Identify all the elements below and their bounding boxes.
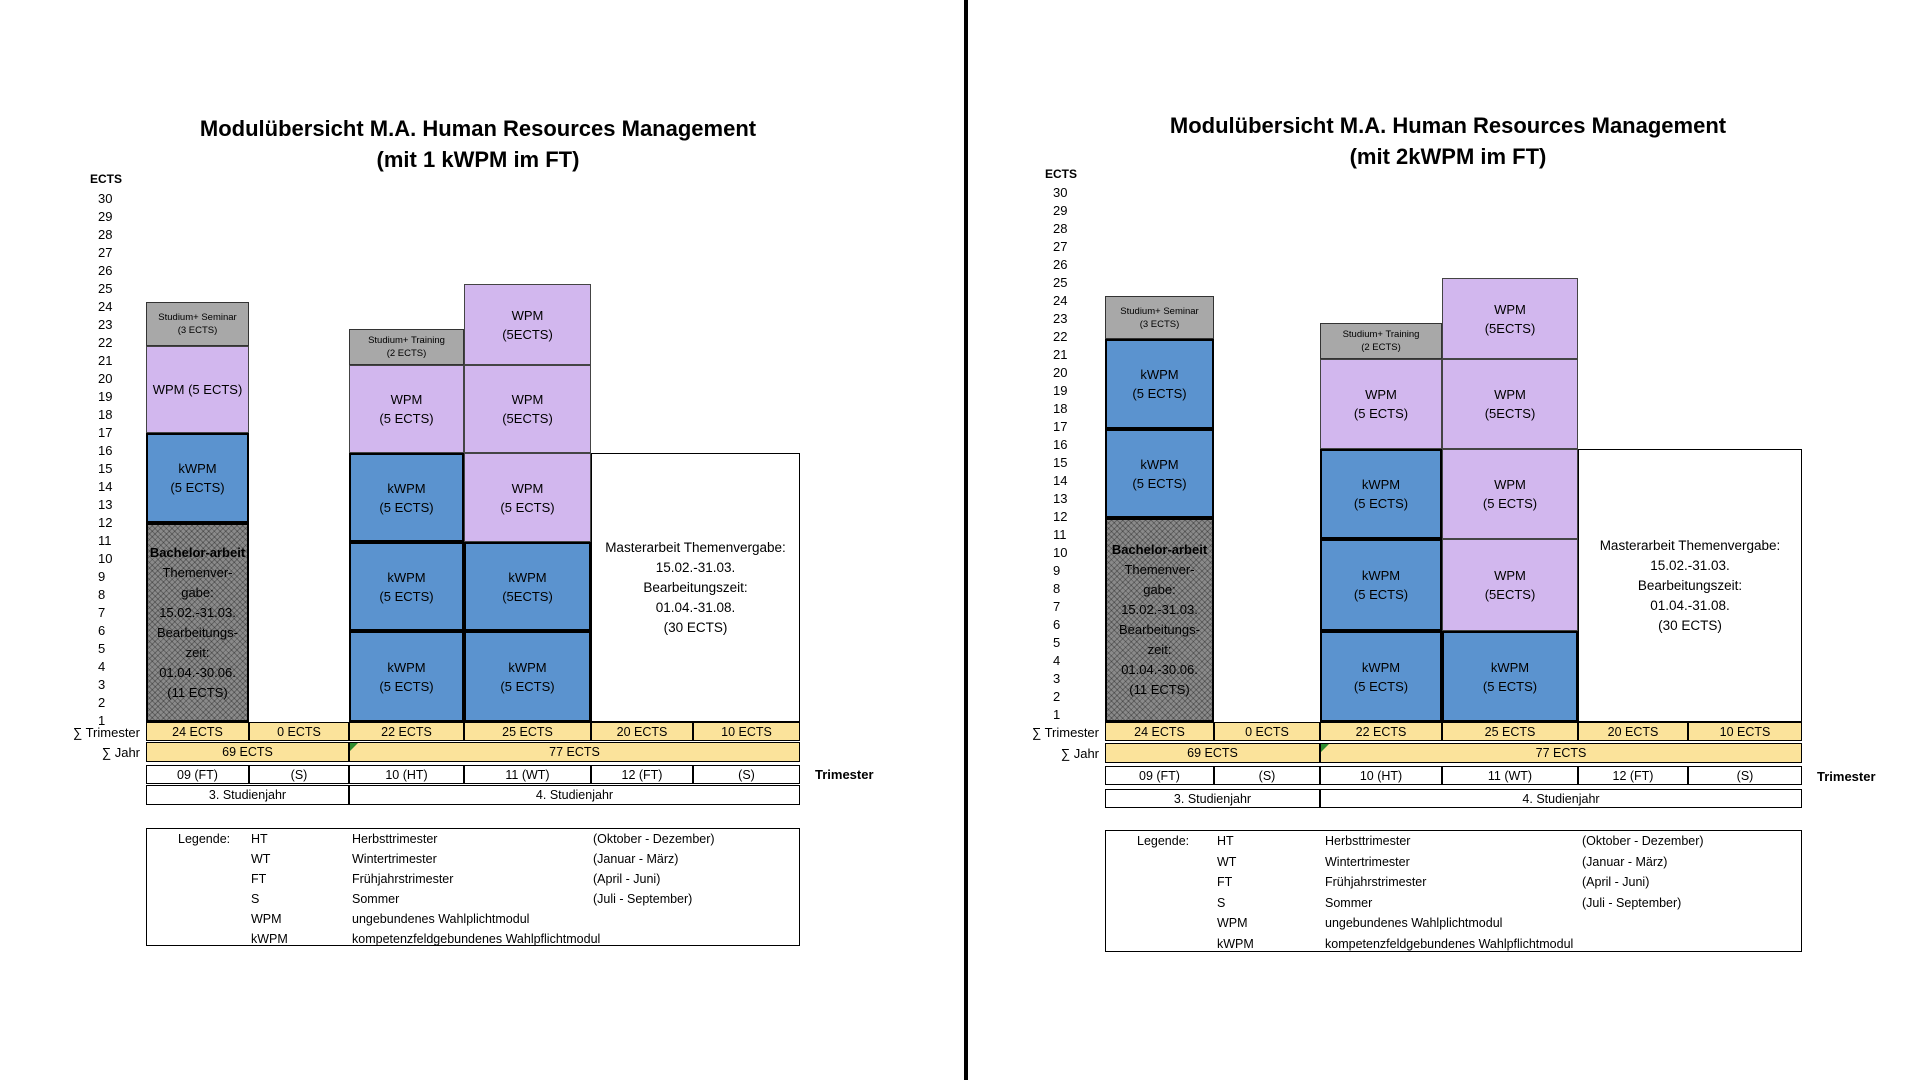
module-text-line: kWPM <box>1361 568 1401 583</box>
wpm-module-block <box>464 284 591 365</box>
legend-desc: Herbsttrimester <box>1325 834 1411 848</box>
module-text-line: kWPM <box>387 569 426 585</box>
module-text-line: 01.04.-31.08. <box>655 599 736 615</box>
ects-tick-label: 1 <box>98 713 106 728</box>
ects-tick-label: 13 <box>98 497 113 512</box>
trimester-ects-cell: 24 ECTS <box>1105 722 1214 741</box>
module-text-line: kWPM <box>508 569 547 585</box>
trimester-side-label: Trimester <box>1817 769 1876 784</box>
legend-desc: Sommer <box>352 892 400 906</box>
wpm-module-block <box>1320 359 1442 449</box>
module-text-line: 15.02.-31.03. <box>159 604 236 620</box>
module-text-line: kWPM <box>1140 367 1179 382</box>
cell-comment-marker <box>350 743 358 751</box>
ects-tick-label: 5 <box>1053 635 1061 650</box>
module-text-line: (30 ECTS) <box>1658 617 1722 633</box>
module-text-line: (5ECTS) <box>502 588 553 604</box>
ects-tick-label: 18 <box>98 407 113 422</box>
module-text-line: WPM <box>1494 477 1526 492</box>
module-text-line: kWPM <box>1140 456 1179 472</box>
kwpm-module-block <box>349 453 464 542</box>
module-text-line: WPM (5 ECTS) <box>152 382 243 397</box>
module-text-line: Studium+ Training <box>1342 329 1420 340</box>
module-text-line: (5 ECTS) <box>1132 386 1187 401</box>
module-text-line: (5 ECTS) <box>1132 475 1187 491</box>
legend-abbr: HT <box>251 832 268 846</box>
module-text-line: (5ECTS) <box>502 326 553 342</box>
module-overview-panel-1kwpm <box>0 0 956 1080</box>
ects-tick-label: 30 <box>1053 185 1068 200</box>
ects-tick-label: 15 <box>1053 455 1068 470</box>
legend-abbr: WPM <box>1217 916 1248 930</box>
trimester-name-cell: 09 (FT) <box>146 765 249 784</box>
ects-tick-label: 30 <box>98 191 113 206</box>
legend-period: (Juli - September) <box>1582 895 1682 910</box>
ects-tick-label: 9 <box>98 569 106 584</box>
kwpm-module-block <box>146 433 249 523</box>
ects-tick-label: 7 <box>1053 599 1061 614</box>
trimester-name-cell: (S) <box>693 765 800 784</box>
module-text-line: kWPM <box>387 480 426 496</box>
ects-tick-label: 14 <box>1053 473 1068 488</box>
module-text-line: WPM <box>1494 387 1526 402</box>
ects-tick-label: 27 <box>98 245 113 260</box>
trimester-ects-cell: 25 ECTS <box>1442 722 1578 741</box>
module-text-line: (5ECTS) <box>1484 406 1536 421</box>
trimester-name-cell: 12 (FT) <box>591 765 693 784</box>
module-text-line: WPM <box>1365 387 1397 402</box>
kwpm-module-block <box>1320 631 1442 722</box>
center-divider <box>964 0 968 1080</box>
kwpm-module-block <box>349 542 464 631</box>
trimester-name-cell: 11 (WT) <box>1442 766 1578 785</box>
kwpm-module-block <box>464 631 591 722</box>
ects-tick-label: 11 <box>98 533 112 548</box>
module-text-line: WPM <box>511 307 544 323</box>
module-text-line: kWPM <box>1490 659 1530 675</box>
ects-tick-label: 1 <box>1053 707 1061 722</box>
sum-trimester-label: ∑ Trimester <box>1031 725 1099 740</box>
ects-tick-label: 29 <box>98 209 113 224</box>
title-line: Modulübersicht M.A. Human Resources Management <box>1169 113 1727 138</box>
module-text-line: (5 ECTS) <box>379 411 434 426</box>
trimester-name-cell: (S) <box>249 765 349 784</box>
legend-abbr: FT <box>251 872 267 886</box>
module-text-line: Studium+ Seminar <box>158 312 237 323</box>
module-text-line: kWPM <box>1361 659 1401 675</box>
module-text-line: kWPM <box>178 461 217 476</box>
legend-period: (Januar - März) <box>593 852 679 866</box>
legend-desc: ungebundenes Wahlplichtmodul <box>1325 916 1503 930</box>
module-text-line: (5 ECTS) <box>170 480 225 495</box>
bachelor-module-block <box>1105 518 1214 722</box>
module-text-line: gabe: <box>1143 582 1176 597</box>
legend-title: Legende: <box>178 832 231 846</box>
module-text-line: kWPM <box>387 659 426 675</box>
trimester-ects-cell: 20 ECTS <box>591 722 693 741</box>
module-text-line: Bearbeitungszeit: <box>1637 577 1743 593</box>
ects-tick-label: 20 <box>98 371 113 386</box>
cell-comment-marker <box>1321 744 1329 752</box>
studienjahr-cell: 4. Studienjahr <box>349 785 800 805</box>
ects-tick-label: 19 <box>98 389 113 404</box>
master-module-block <box>1578 449 1802 722</box>
module-text-line: (3 ECTS) <box>1139 318 1180 330</box>
ects-tick-label: 17 <box>98 425 113 440</box>
wpm-module-block <box>464 365 591 453</box>
ects-tick-label: 11 <box>1053 527 1067 542</box>
legend-period: (Januar - März) <box>1582 854 1668 869</box>
legend-abbr: S <box>251 892 260 906</box>
module-text-line: zeit: <box>1147 642 1172 657</box>
module-text-line: Bachelor-arbeit <box>1111 542 1208 557</box>
legend-period: (Oktober - Dezember) <box>593 832 715 846</box>
module-text-line: (5 ECTS) <box>1482 678 1538 694</box>
bachelor-module-block <box>146 523 249 722</box>
trimester-ects-cell: 25 ECTS <box>464 722 591 741</box>
ects-tick-label: 29 <box>1053 203 1068 218</box>
jahr-ects-cell: 77 ECTS <box>1320 743 1802 763</box>
ects-tick-label: 3 <box>1053 671 1061 686</box>
ects-tick-label: 16 <box>1053 437 1068 452</box>
module-text-line: (5 ECTS) <box>1353 587 1409 602</box>
ects-tick-label: 15 <box>98 461 113 476</box>
ects-tick-label: 10 <box>1053 545 1068 560</box>
ects-tick-label: 9 <box>1053 563 1061 578</box>
ects-tick-label: 12 <box>1053 509 1068 524</box>
jahr-ects-cell: 77 ECTS <box>349 742 800 762</box>
trimester-side-label: Trimester <box>815 767 874 782</box>
studienjahr-cell: 4. Studienjahr <box>1320 789 1802 808</box>
module-text-line: 15.02.-31.03. <box>655 559 736 575</box>
wpm-module-block <box>1442 278 1578 359</box>
trimester-ects-cell: 22 ECTS <box>1320 722 1442 741</box>
module-text-line: (5ECTS) <box>1484 587 1536 602</box>
legend-abbr: kWPM <box>251 932 288 946</box>
ects-tick-label: 8 <box>1053 581 1061 596</box>
studienjahr-cell: 3. Studienjahr <box>1105 789 1320 808</box>
legend-desc: Frühjahrstrimester <box>352 872 454 886</box>
module-text-line: 15.02.-31.03. <box>1121 602 1198 617</box>
ects-tick-label: 25 <box>98 281 113 296</box>
module-text-line: Masterarbeit Themenvergabe: <box>605 539 786 555</box>
ects-tick-label: 4 <box>1053 653 1061 668</box>
legend-desc: kompetenzfeldgebundenes Wahlpflichtmodul <box>1325 936 1574 951</box>
module-text-line: kWPM <box>1361 477 1401 492</box>
trimester-name-cell: 11 (WT) <box>464 765 591 784</box>
sum-trimester-label: ∑ Trimester <box>72 725 140 740</box>
studium-module-block <box>1320 323 1442 359</box>
trimester-name-cell: (S) <box>1688 766 1802 785</box>
legend-abbr: kWPM <box>1217 936 1254 951</box>
module-text-line: (2 ECTS) <box>386 348 427 359</box>
module-text-line: (5 ECTS) <box>379 588 434 604</box>
ects-tick-label: 8 <box>98 587 106 602</box>
ects-tick-label: 23 <box>1053 311 1068 326</box>
module-text-line: WPM <box>1494 568 1526 583</box>
trimester-name-cell: 09 (FT) <box>1105 766 1214 785</box>
wpm-module-block <box>464 453 591 542</box>
ects-tick-label: 26 <box>98 263 113 278</box>
module-text-line: (11 ECTS) <box>167 684 228 700</box>
module-text-line: (5 ECTS) <box>379 678 434 694</box>
trimester-name-cell: (S) <box>1214 766 1320 785</box>
module-text-line: (5 ECTS) <box>500 499 555 515</box>
module-overview-panel-2kwpm <box>970 0 1920 1080</box>
module-text-line: gabe: <box>181 584 214 600</box>
module-text-line: (3 ECTS) <box>177 325 218 336</box>
kwpm-module-block <box>464 542 591 631</box>
wpm-module-block <box>1442 539 1578 631</box>
trimester-ects-cell: 22 ECTS <box>349 722 464 741</box>
module-text-line: Themenver- <box>1124 562 1195 577</box>
module-text-line: Bearbeitungs- <box>1119 622 1200 637</box>
trimester-ects-cell: 10 ECTS <box>693 722 800 741</box>
wpm-module-block <box>1442 359 1578 449</box>
kwpm-module-block <box>1105 339 1214 429</box>
ects-tick-label: 16 <box>98 443 113 458</box>
ects-tick-label: 22 <box>1053 329 1068 344</box>
trimester-name-cell: 10 (HT) <box>1320 766 1442 785</box>
legend-desc: ungebundenes Wahlplichtmodul <box>352 912 530 926</box>
title-line: Modulübersicht M.A. Human Resources Management <box>199 116 757 141</box>
wpm-module-block <box>1442 449 1578 539</box>
ects-tick-label: 19 <box>1053 383 1068 398</box>
master-module-block <box>591 453 800 722</box>
legend-desc: Frühjahrstrimester <box>1325 875 1427 889</box>
legend-period: (Oktober - Dezember) <box>1582 834 1704 848</box>
trimester-ects-cell: 0 ECTS <box>249 722 349 741</box>
module-text-line: (5 ECTS) <box>1353 496 1409 511</box>
ects-tick-label: 3 <box>98 677 106 692</box>
studienjahr-cell: 3. Studienjahr <box>146 785 349 805</box>
module-text-line: Studium+ Seminar <box>1120 305 1199 317</box>
ects-tick-label: 21 <box>1053 347 1068 362</box>
module-text-line: WPM <box>390 392 423 407</box>
title-line: (mit 2kWPM im FT) <box>1349 144 1547 169</box>
legend-abbr: S <box>1217 895 1226 910</box>
legend-desc: Herbsttrimester <box>352 832 438 846</box>
jahr-ects-cell: 69 ECTS <box>146 742 349 762</box>
module-text-line: (5 ECTS) <box>379 499 434 515</box>
trimester-ects-cell: 24 ECTS <box>146 722 249 741</box>
legend-desc: kompetenzfeldgebundenes Wahlpflichtmodul <box>352 932 601 946</box>
module-text-line: kWPM <box>508 659 547 675</box>
ects-tick-label: 2 <box>1053 689 1061 704</box>
ects-tick-label: 10 <box>98 551 113 566</box>
kwpm-module-block <box>1320 539 1442 631</box>
ects-tick-label: 24 <box>98 299 113 314</box>
legend-abbr: WPM <box>251 912 282 926</box>
trimester-ects-cell: 0 ECTS <box>1214 722 1320 741</box>
studium-module-block <box>146 302 249 346</box>
module-text-line: Masterarbeit Themenvergabe: <box>1599 537 1781 553</box>
module-text-line: Bachelor-arbeit <box>149 544 246 560</box>
module-text-line: (5 ECTS) <box>1353 678 1409 694</box>
module-text-line: WPM <box>1494 301 1526 317</box>
ects-tick-label: 6 <box>98 623 106 638</box>
ects-tick-label: 21 <box>98 353 113 368</box>
module-text-line: (5 ECTS) <box>1482 496 1538 511</box>
kwpm-module-block <box>1105 429 1214 518</box>
ects-tick-label: 26 <box>1053 257 1068 272</box>
ects-tick-label: 27 <box>1053 239 1068 254</box>
ects-tick-label: 23 <box>98 317 113 332</box>
module-text-line: 01.04.-31.08. <box>1650 597 1730 613</box>
legend-period: (April - Juni) <box>593 872 661 886</box>
sum-jahr-label: ∑ Jahr <box>1060 746 1099 761</box>
ects-tick-label: 5 <box>98 641 106 656</box>
chart-title <box>0 113 956 175</box>
ects-tick-label: 4 <box>98 659 106 674</box>
kwpm-module-block <box>1320 449 1442 539</box>
module-text-line: WPM <box>511 392 544 407</box>
legend-abbr: WT <box>1217 854 1237 869</box>
ects-axis-label: ECTS <box>1045 167 1078 181</box>
module-text-line: (5ECTS) <box>1484 320 1536 336</box>
kwpm-module-block <box>349 631 464 722</box>
title-line: (mit 1 kWPM im FT) <box>376 147 580 172</box>
chart-title <box>970 110 1920 172</box>
trimester-ects-cell: 10 ECTS <box>1688 722 1802 741</box>
legend-period: (Juli - September) <box>593 892 693 906</box>
ects-tick-label: 25 <box>1053 275 1068 290</box>
ects-tick-label: 28 <box>98 227 113 242</box>
module-text-line: 15.02.-31.03. <box>1650 557 1730 573</box>
ects-tick-label: 20 <box>1053 365 1068 380</box>
legend-desc: Sommer <box>1325 895 1373 910</box>
module-text-line: (5ECTS) <box>502 411 553 426</box>
ects-axis-label: ECTS <box>90 172 123 186</box>
studium-module-block <box>349 329 464 365</box>
module-text-line: 01.04.-30.06. <box>1121 662 1198 677</box>
module-text-line: Bearbeitungs- <box>157 624 238 640</box>
module-text-line: Themenver- <box>162 564 233 580</box>
legend-abbr: FT <box>1217 875 1233 889</box>
ects-tick-label: 28 <box>1053 221 1068 236</box>
wpm-module-block <box>349 365 464 453</box>
module-text-line: (5 ECTS) <box>1353 406 1409 421</box>
module-text-line: Bearbeitungszeit: <box>643 579 748 595</box>
trimester-ects-cell: 20 ECTS <box>1578 722 1688 741</box>
legend-title: Legende: <box>1137 834 1190 848</box>
sum-jahr-label: ∑ Jahr <box>101 745 140 760</box>
legend-desc: Wintertrimester <box>352 852 437 866</box>
ects-tick-label: 22 <box>98 335 113 350</box>
module-text-line: (5 ECTS) <box>500 678 555 694</box>
ects-tick-label: 14 <box>98 479 113 494</box>
legend-abbr: WT <box>251 852 271 866</box>
trimester-name-cell: 12 (FT) <box>1578 766 1688 785</box>
module-text-line: zeit: <box>185 644 210 660</box>
module-text-line: 01.04.-30.06. <box>159 664 236 680</box>
legend-desc: Wintertrimester <box>1325 854 1410 869</box>
module-text-line: WPM <box>511 480 544 496</box>
studium-module-block <box>1105 296 1214 339</box>
wpm-module-block <box>146 346 249 433</box>
jahr-ects-cell: 69 ECTS <box>1105 743 1320 763</box>
legend-box <box>1105 830 1802 952</box>
ects-tick-label: 13 <box>1053 491 1068 506</box>
ects-tick-label: 17 <box>1053 419 1068 434</box>
ects-tick-label: 2 <box>98 695 106 710</box>
ects-tick-label: 7 <box>98 605 106 620</box>
module-text-line: Studium+ Training <box>368 335 445 346</box>
legend-period: (April - Juni) <box>1582 875 1650 889</box>
module-text-line: (11 ECTS) <box>1129 682 1190 697</box>
ects-tick-label: 18 <box>1053 401 1068 416</box>
module-text-line: (2 ECTS) <box>1361 342 1401 353</box>
legend-abbr: HT <box>1217 834 1234 848</box>
module-text-line: (30 ECTS) <box>663 619 728 635</box>
trimester-name-cell: 10 (HT) <box>349 765 464 784</box>
ects-tick-label: 6 <box>1053 617 1061 632</box>
ects-tick-label: 12 <box>98 515 113 530</box>
ects-tick-label: 24 <box>1053 293 1068 308</box>
kwpm-module-block <box>1442 631 1578 722</box>
